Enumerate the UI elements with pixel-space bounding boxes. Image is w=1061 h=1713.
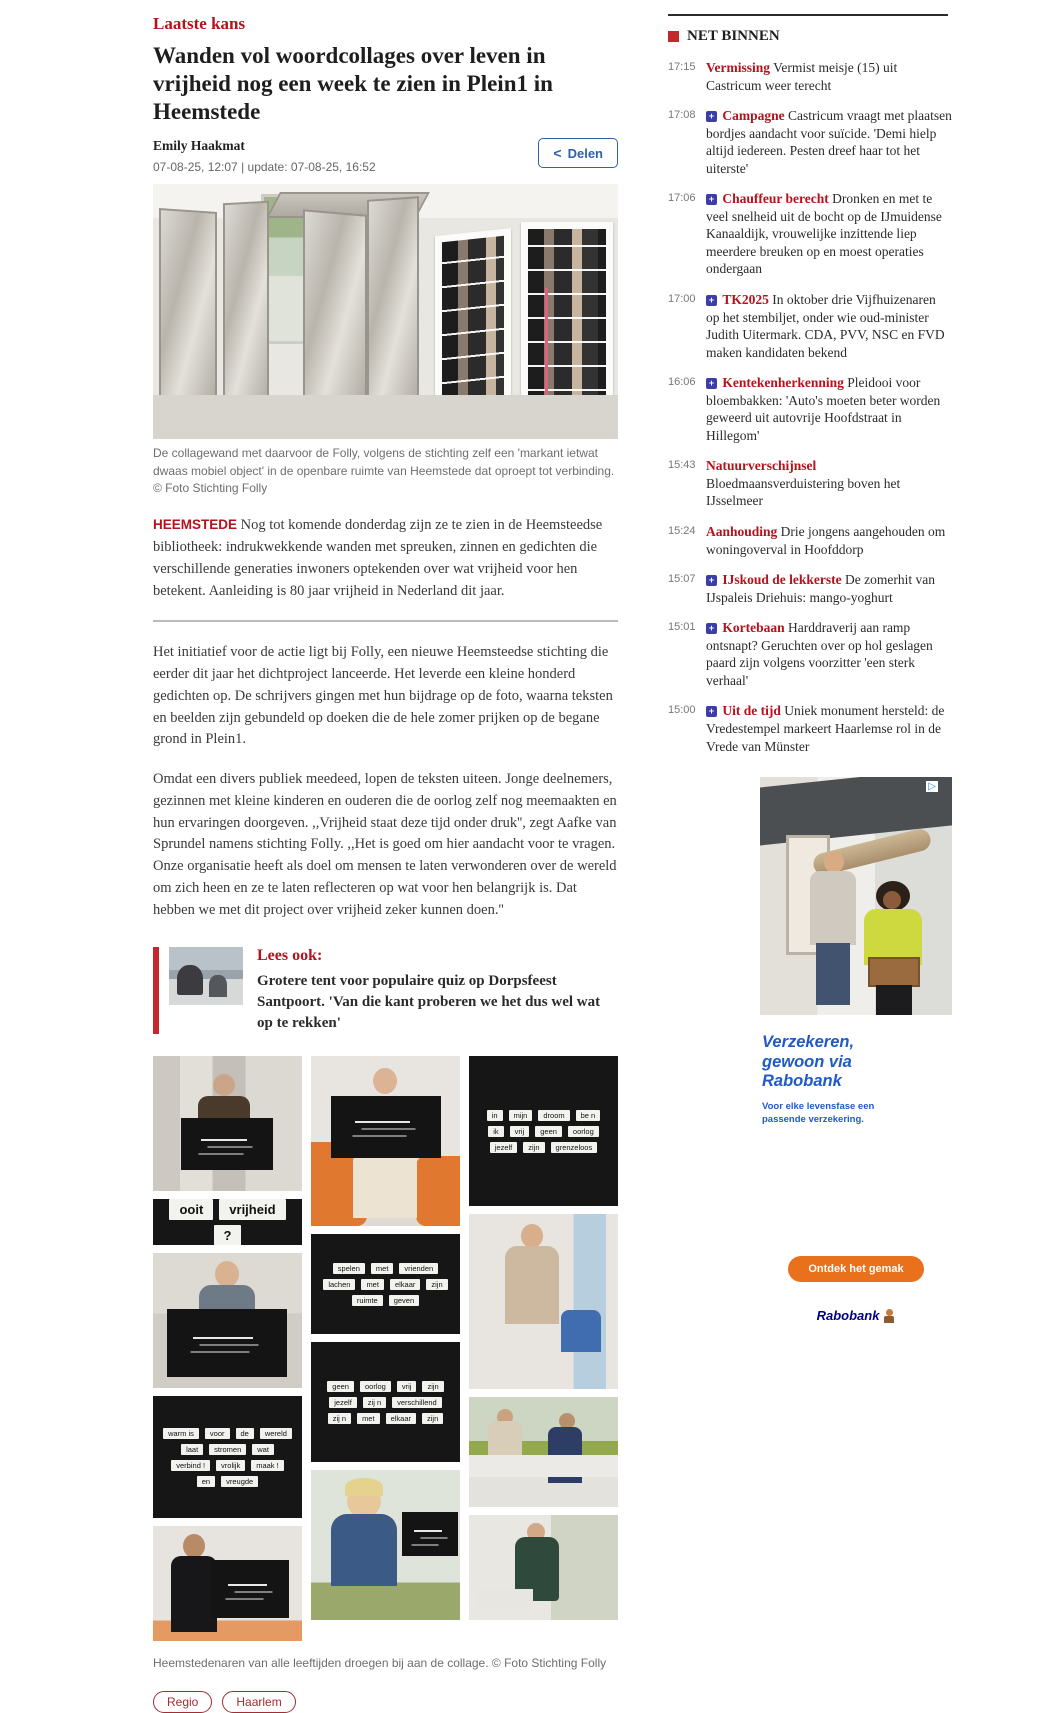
tag-regio[interactable]: Regio xyxy=(153,1691,212,1713)
item-text: Castricum vraagt met plaatsen bordjes aandacht voor suïcide. 'Demi hielp altijd iedereen. Pesten dreef haar tot het uiterste' xyxy=(706,108,952,176)
ad-options-icon[interactable]: ⋮ xyxy=(940,779,950,791)
paragraph-3: Omdat een divers publiek meedeed, lopen de teksten uiteen. Jonge deelnemers, gezinnen met kleine kinderen en ouderen die de oorlog zelf nog meemaakten en hun ervaringen doorgeven. ,,Vrijheid staat deze tijd onder druk'', zegt Aafke van Sprundel namens stichting Folly. ,,Het is goed om hier aandacht voor te vragen. Onze organisatie heeft als doel om mensen te laten verwonderen over de wereld om zich heen en ze te laten reflecteren op wat voor hen belangrijk is. Dat hebben we met dit project over vrijheid zeker kunnen doen.'' xyxy=(153,771,617,918)
word-chip: wereld xyxy=(260,1428,292,1439)
item-text: In oktober drie Vijfhuizenaren op het stembiljet, onder wie oud-minister Judith Uitermark. CDA, PVV, NSC en FVD maken kandidaten bekend xyxy=(706,292,945,360)
item-time: 17:08 xyxy=(668,109,696,122)
word-chip: zij n xyxy=(363,1397,386,1408)
net-binnen-title: NET BINNEN xyxy=(687,28,780,44)
item-time: 15:07 xyxy=(668,573,696,586)
word-panel-warm xyxy=(153,1396,302,1518)
word-chip: maak ! xyxy=(251,1460,284,1471)
collage-caption: Heemstedenaren van alle leeftijden droegen bij aan de collage. © Foto Stichting Folly xyxy=(153,1656,607,1671)
ad-woman-figure xyxy=(876,985,912,1015)
collage-photo-man-mirror xyxy=(153,1056,302,1191)
word-chip: mijn xyxy=(509,1110,533,1121)
word-chip: zijn xyxy=(422,1381,443,1392)
item-time: 17:06 xyxy=(668,192,696,205)
item-category: Kentekenherkenning xyxy=(722,375,844,391)
item-category: Chauffeur berecht xyxy=(722,191,829,207)
rabobank-figure-icon xyxy=(883,1309,895,1323)
word-chip: ik xyxy=(488,1126,503,1137)
net-binnen-item[interactable] xyxy=(668,291,952,361)
word-board xyxy=(167,1309,287,1377)
word-board xyxy=(561,1310,601,1352)
ad-cta-button[interactable]: Ontdek het gemak xyxy=(788,1256,923,1282)
word-chip: wat xyxy=(252,1444,274,1455)
read-also-thumbnail xyxy=(169,947,243,1005)
folly-mirror-panel xyxy=(223,201,269,425)
item-time: 15:43 xyxy=(668,459,696,472)
advertisement[interactable] xyxy=(760,777,952,1323)
word-chip: vreugde xyxy=(221,1476,258,1487)
word-chip: oorlog xyxy=(360,1381,391,1392)
item-category: Natuurverschijnsel xyxy=(706,458,817,474)
word-chip: vrij xyxy=(397,1381,417,1392)
person-figure xyxy=(331,1514,397,1586)
paragraph-lead xyxy=(153,515,618,602)
read-also-box[interactable] xyxy=(153,947,618,1034)
premium-plus-icon: + xyxy=(706,706,717,717)
folly-mirror-panel xyxy=(159,208,217,422)
item-category: TK2025 xyxy=(722,292,769,308)
share-icon: < xyxy=(553,145,562,162)
net-binnen-item[interactable] xyxy=(668,457,952,510)
item-text: Dronken en met te veel snelheid uit de bocht op de IJmuidense Kanaaldijk, vrouwelijke inzittende liep meerdere breuken op en moest operaties ondergaan xyxy=(706,191,942,277)
item-text: Uniek monument hersteld: de Vredestempel markeert Haarlemse rol in de Vrede van Münster xyxy=(706,703,945,754)
article-kicker: Laatste kans xyxy=(153,14,246,33)
person-figure xyxy=(505,1246,559,1324)
word-chip: de xyxy=(236,1428,254,1439)
word-chip: en xyxy=(197,1476,215,1487)
photo-collage xyxy=(153,1056,618,1641)
section-divider xyxy=(153,620,618,622)
folly-mirror-panel xyxy=(367,196,419,426)
collage-wall-banner xyxy=(521,222,613,422)
net-binnen-header xyxy=(668,28,952,45)
word-chip: verschillend xyxy=(392,1397,442,1408)
person-figure xyxy=(215,1261,239,1287)
article-title: Wanden vol woordcollages over leven in vrijheid nog een week te zien in Plein1 in Heemstede xyxy=(153,43,553,125)
collage-column-3 xyxy=(469,1056,618,1641)
item-text: De zomerhit van IJspaleis Driehuis: mango-yoghurt xyxy=(706,572,935,605)
net-binnen-item[interactable] xyxy=(668,59,952,94)
article-date: 07-08-25, 12:07 | update: 07-08-25, 16:52 xyxy=(153,160,376,175)
item-time: 16:06 xyxy=(668,376,696,389)
premium-plus-icon: + xyxy=(706,194,717,205)
word-chip: geen xyxy=(327,1381,354,1392)
person-figure xyxy=(373,1068,397,1094)
item-category: Uit de tijd xyxy=(722,703,781,719)
word-chip: stromen xyxy=(209,1444,246,1455)
folly-mirror-panel xyxy=(303,209,367,420)
word-chip: grenzeloos xyxy=(551,1142,598,1153)
person-figure xyxy=(353,1148,417,1218)
net-binnen-item[interactable] xyxy=(668,523,952,558)
net-binnen-item[interactable] xyxy=(668,374,952,444)
premium-plus-icon: + xyxy=(706,111,717,122)
ad-headline: Verzekeren, gewoon via Rabobank xyxy=(762,1033,855,1090)
word-chip: jezelf xyxy=(329,1397,357,1408)
collage-photo-suit-man xyxy=(153,1526,302,1641)
word-chip: zijn xyxy=(426,1279,447,1290)
ad-image xyxy=(760,777,952,1015)
premium-plus-icon: + xyxy=(706,623,717,634)
table xyxy=(469,1455,618,1477)
ad-crate xyxy=(868,957,920,987)
word-chip: met xyxy=(371,1263,394,1274)
word-chip: be n xyxy=(576,1110,601,1121)
hero-image xyxy=(153,184,618,439)
photo-grid-pattern xyxy=(442,236,504,409)
adchoices-icon[interactable]: ▷ xyxy=(928,781,936,793)
word-panel-ooit-vrijheid xyxy=(153,1199,302,1245)
net-binnen-item[interactable] xyxy=(668,702,952,755)
red-square-icon xyxy=(668,31,679,42)
article-tags xyxy=(153,1691,618,1713)
article-author: Emily Haakmat xyxy=(153,138,245,154)
net-binnen-item[interactable] xyxy=(668,107,952,177)
share-label: Delen xyxy=(567,145,603,161)
word-chip: spelen xyxy=(333,1263,365,1274)
collage-column-1 xyxy=(153,1056,302,1641)
ad-body-text: Voor elke levensfase een passende verzekering. xyxy=(762,1101,875,1125)
paragraph-1-text: Nog tot komende donderdag zijn ze te zien in de Heemsteedse bibliotheek: indrukwekkende wanden met spreuken, zinnen en gedichten die verschillende generaties inwoners optekenden over wat vrijheid voor hen betekent. Aanleiding is 80 jaar vrijheid in Nederland dit jaar. xyxy=(153,517,603,599)
byline-row xyxy=(153,138,618,174)
word-chip: ooit xyxy=(169,1199,213,1220)
item-time: 15:00 xyxy=(668,704,696,717)
item-time: 17:15 xyxy=(668,61,696,73)
item-time: 17:00 xyxy=(668,293,696,306)
read-also-link[interactable]: Grotere tent voor populaire quiz op Dorpsfeest Santpoort. 'Van die kant proberen we het dus wel wat op te rekken' xyxy=(257,973,601,1032)
table xyxy=(477,1589,533,1607)
word-board xyxy=(402,1512,458,1556)
photo-grid-pattern xyxy=(528,229,606,415)
person-figure xyxy=(183,1534,205,1558)
collage-photo-toddler xyxy=(311,1470,460,1620)
item-category: Campagne xyxy=(722,108,785,124)
word-panel-spelen xyxy=(311,1234,460,1334)
rabobank-wordmark: Rabobank xyxy=(816,1308,880,1324)
word-panel-geen-oorlog xyxy=(311,1342,460,1462)
collage-photo-girl xyxy=(153,1253,302,1388)
word-chip: vrienden xyxy=(399,1263,438,1274)
word-board xyxy=(331,1096,441,1158)
word-board xyxy=(211,1560,289,1618)
item-category: Aanhouding xyxy=(706,524,778,540)
paragraph-2: Het initiatief voor de actie ligt bij Folly, een nieuwe Heemsteedse stichting die eerder dit jaar het dichtproject lanceerde. Het leverde een kleine honderd gedichten op. De schrijvers gingen met hun bijdrage op de foto, waarna teksten en beelden zijn gebundeld op doeken die de hele zomer prijken op de begane grond in Plein1. xyxy=(153,644,613,748)
premium-plus-icon: + xyxy=(706,378,717,389)
ad-woman-figure xyxy=(883,891,901,909)
word-chip: met xyxy=(357,1413,380,1424)
item-category: Kortebaan xyxy=(722,620,785,636)
word-chip: elkaar xyxy=(386,1413,416,1424)
word-chip: verbind ! xyxy=(171,1460,210,1471)
item-text: Drie jongens aangehouden om woningoverval in Hoofddorp xyxy=(706,524,946,557)
word-chip: geven xyxy=(389,1295,419,1306)
word-chip: droom xyxy=(538,1110,569,1121)
word-chip: zijn xyxy=(523,1142,544,1153)
collage-photo-kids-table xyxy=(469,1397,618,1507)
word-chip: vrij xyxy=(510,1126,530,1137)
collage-photo-woman-kids xyxy=(469,1214,618,1389)
ad-man-figure xyxy=(810,871,856,945)
sidebar xyxy=(668,14,952,1713)
word-board xyxy=(181,1118,273,1170)
hero-caption: De collagewand met daarvoor de Folly, volgens de stichting zelf een 'markant ietwat dwaas mobiel object' in de openbare ruimte van Heemstede dat oproept tot verbinding. © Foto Stichting Folly xyxy=(153,446,615,495)
item-text: Harddraverij aan ramp ontsnapt? Geruchten over op hol geslagen paard zijn volgens voorzitter 'een sterk verhaal' xyxy=(706,620,933,688)
sidebar-top-rule xyxy=(668,14,948,16)
tag-haarlem[interactable]: Haarlem xyxy=(222,1691,295,1713)
collage-wall-banner xyxy=(435,228,511,416)
word-chip: voor xyxy=(205,1428,230,1439)
word-chip: vrijheid xyxy=(219,1199,285,1220)
collage-column-2 xyxy=(311,1056,460,1641)
word-panel-droom xyxy=(469,1056,618,1206)
word-chip: lachen xyxy=(323,1279,355,1290)
ad-man-figure xyxy=(816,943,850,1005)
person-figure xyxy=(521,1224,543,1248)
collage-photo-green-coat xyxy=(469,1515,618,1620)
item-time: 15:01 xyxy=(668,621,696,634)
word-chip: laat xyxy=(181,1444,203,1455)
word-chip: vrolijk xyxy=(216,1460,245,1471)
person-figure xyxy=(213,1074,235,1096)
ad-man-figure xyxy=(824,851,844,873)
location-tag: HEEMSTEDE xyxy=(153,517,238,533)
collage-photo-girl-orange-chair xyxy=(311,1056,460,1226)
net-binnen-item[interactable] xyxy=(668,571,952,606)
item-category: Vermissing xyxy=(706,60,771,75)
read-also-label: Lees ook: xyxy=(257,947,323,965)
hero-floor xyxy=(153,395,618,439)
premium-plus-icon: + xyxy=(706,295,717,306)
premium-plus-icon: + xyxy=(706,575,717,586)
ad-brand-logo[interactable] xyxy=(760,1308,952,1323)
net-binnen-item[interactable] xyxy=(668,619,952,689)
share-button[interactable] xyxy=(538,138,618,168)
article xyxy=(153,14,618,1713)
word-chip: in xyxy=(487,1110,503,1121)
item-time: 15:24 xyxy=(668,525,696,538)
net-binnen-item[interactable] xyxy=(668,190,952,278)
word-chip: warm is xyxy=(163,1428,199,1439)
item-text: Pleidooi voor bloembakken: 'Auto's moeten beter worden geweerd uit autovrije Hoofdstraat in Hillegom' xyxy=(706,375,941,443)
word-chip: met xyxy=(361,1279,384,1290)
person-figure xyxy=(347,1484,381,1518)
word-chip: oorlog xyxy=(568,1126,599,1137)
word-chip: ruimte xyxy=(352,1295,383,1306)
word-chip: zij n xyxy=(328,1413,351,1424)
item-category: IJskoud de lekkerste xyxy=(722,572,842,588)
item-text: Vermist meisje (15) uit Castricum weer terecht xyxy=(706,60,898,93)
word-chip: jezelf xyxy=(490,1142,518,1153)
item-text: Bloedmaansverduistering boven het IJsselmeer xyxy=(706,475,901,509)
word-chip: ? xyxy=(214,1225,242,1246)
word-chip: zijn xyxy=(422,1413,443,1424)
word-chip: elkaar xyxy=(390,1279,420,1290)
word-chip: geen xyxy=(535,1126,562,1137)
